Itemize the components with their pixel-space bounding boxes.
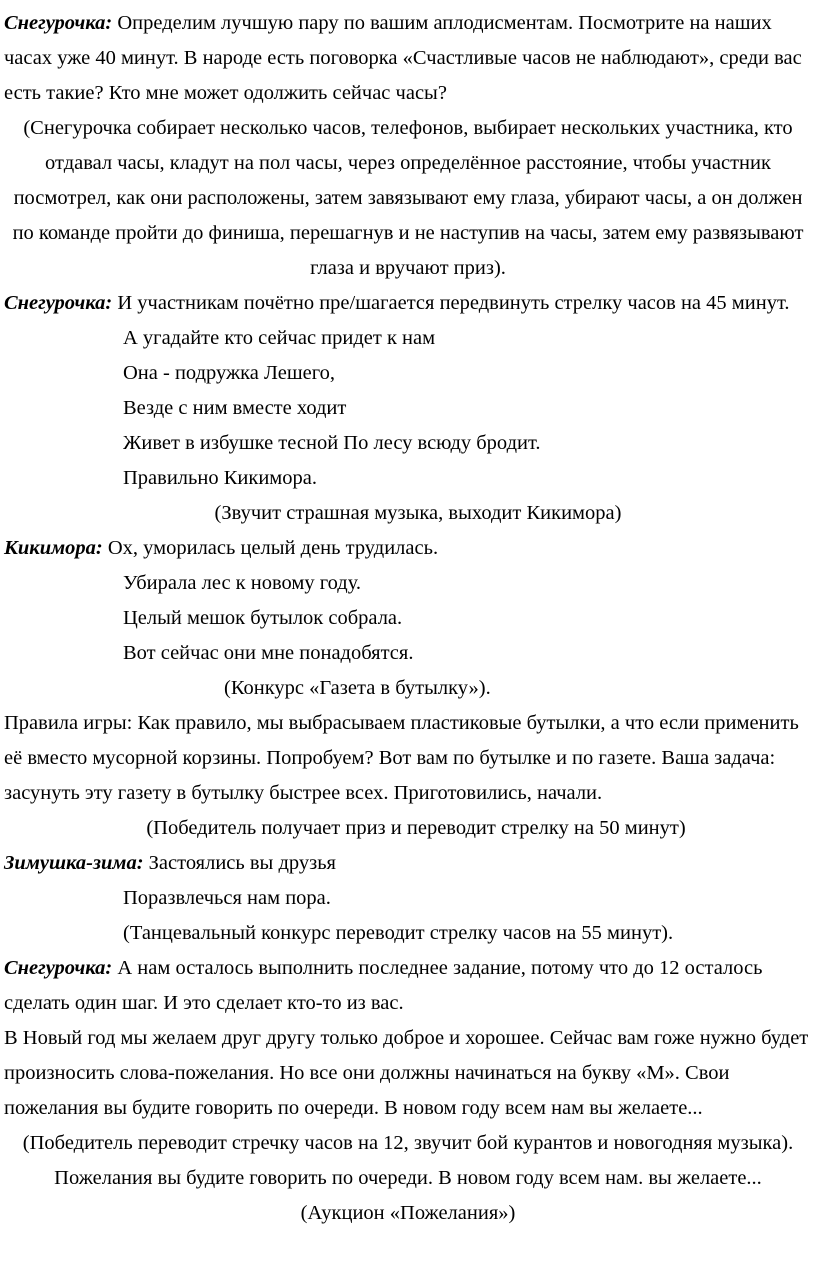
verse-line: Везде с ним вместе ходит — [123, 397, 347, 419]
speaker-name: Зимушка-зима: — [4, 852, 144, 874]
speaker-name: Снегурочка: — [4, 292, 113, 314]
speech-line — [4, 951, 812, 986]
verse-line: Живет в избушке тесной По лесу всюду бродит. — [123, 432, 541, 454]
speech-line: часах уже 40 минут. В народе есть поговорка «Счастливые часов не наблюдают», среди вас — [4, 47, 802, 69]
stage-direction-line: глаза и вручают приз). — [310, 257, 506, 279]
speaker-name: Снегурочка: — [4, 957, 113, 979]
speech-text: Застоялись вы друзья — [148, 852, 336, 874]
stage-direction-line: (Аукцион «Пожелания») — [300, 1202, 516, 1224]
paragraph-line: Пожелания вы будите говорить по очереди. В новом году всем нам. вы желаете... — [54, 1167, 762, 1189]
verse-line: Убирала лес к новому году. — [123, 572, 362, 594]
speech-text: Ох, уморилась целый день трудилась. — [107, 537, 439, 559]
verse-line: А угадайте кто сейчас придет к нам — [123, 327, 436, 349]
speech-line — [4, 531, 816, 566]
verse-line: Вот сейчас они мне понадобятся. — [123, 642, 414, 664]
speech-line: сделать один шаг. И это сделает кто-то из вас. — [4, 992, 404, 1014]
stage-direction-line: (Снегурочка собирает несколько часов, телефонов, выбирает нескольких участника, кто — [23, 117, 793, 139]
verse-line: Поразвлечься нам пора. — [123, 887, 331, 909]
stage-direction-line: (Победитель переводит стречку часов на 12, звучит бой курантов и новогодняя музыка). — [22, 1132, 794, 1154]
stage-direction-line: отдавал часы, кладут на пол часы, через определённое расстояние, чтобы участник — [45, 152, 771, 174]
stage-direction-line: по команде пройти до финиша, перешагнув и не наступив на часы, затем ему развязывают — [12, 222, 804, 244]
paragraph-line: Правила игры: Как правило, мы выбрасываем пластиковые бутылки, а что если применить — [4, 712, 799, 734]
stage-direction-line: (Танцевальный конкурс переводит стрелку часов на 55 минут). — [123, 922, 674, 944]
stage-direction-line: посмотрел, как они расположены, затем завязывают ему глаза, убирают часы, а он должен — [13, 187, 803, 209]
speech-text: Определим лучшую пару по вашим аплодисментам. Посмотрите на наших — [117, 12, 772, 34]
paragraph-line: В Новый год мы желаем друг другу только доброе и хорошее. Сейчас вам гоже нужно будет — [4, 1027, 809, 1049]
paragraph-line: её вместо мусорной корзины. Попробуем? Вот вам по бутылке и по газете. Ваша задача: — [4, 747, 776, 769]
speech-text: И участникам почётно пре/шагается передвинуть стрелку часов на 45 минут. — [117, 292, 790, 314]
stage-direction-line: (Звучит страшная музыка, выходит Кикимора) — [214, 502, 622, 524]
paragraph-line: пожелания вы будите говорить по очереди. В новом году всем нам вы желаете... — [4, 1097, 703, 1119]
speech-line — [4, 846, 816, 881]
speaker-name: Кикимора: — [4, 537, 103, 559]
verse-line: Целый мешок бутылок собрала. — [123, 607, 403, 629]
paragraph-line: произносить слова-пожелания. Но все они должны начинаться на букву «М». Свои — [4, 1062, 730, 1084]
verse-line: Правильно Кикимора. — [123, 467, 317, 489]
speech-text: А нам осталось выполнить последнее задание, потому что до 12 осталось — [117, 957, 763, 979]
stage-direction-line: (Победитель получает приз и переводит стрелку на 50 минут) — [146, 817, 686, 839]
paragraph-line: засунуть эту газету в бутылку быстрее всех. Приготовились, начали. — [4, 782, 603, 804]
speaker-name: Снегурочка: — [4, 12, 113, 34]
speech-line — [4, 6, 812, 41]
stage-direction-line: (Конкурс «Газета в бутылку»). — [224, 677, 491, 699]
verse-line: Она - подружка Лешего, — [123, 362, 336, 384]
speech-line: есть такие? Кто мне может одолжить сейчас часы? — [4, 82, 447, 104]
speech-line — [4, 286, 816, 321]
